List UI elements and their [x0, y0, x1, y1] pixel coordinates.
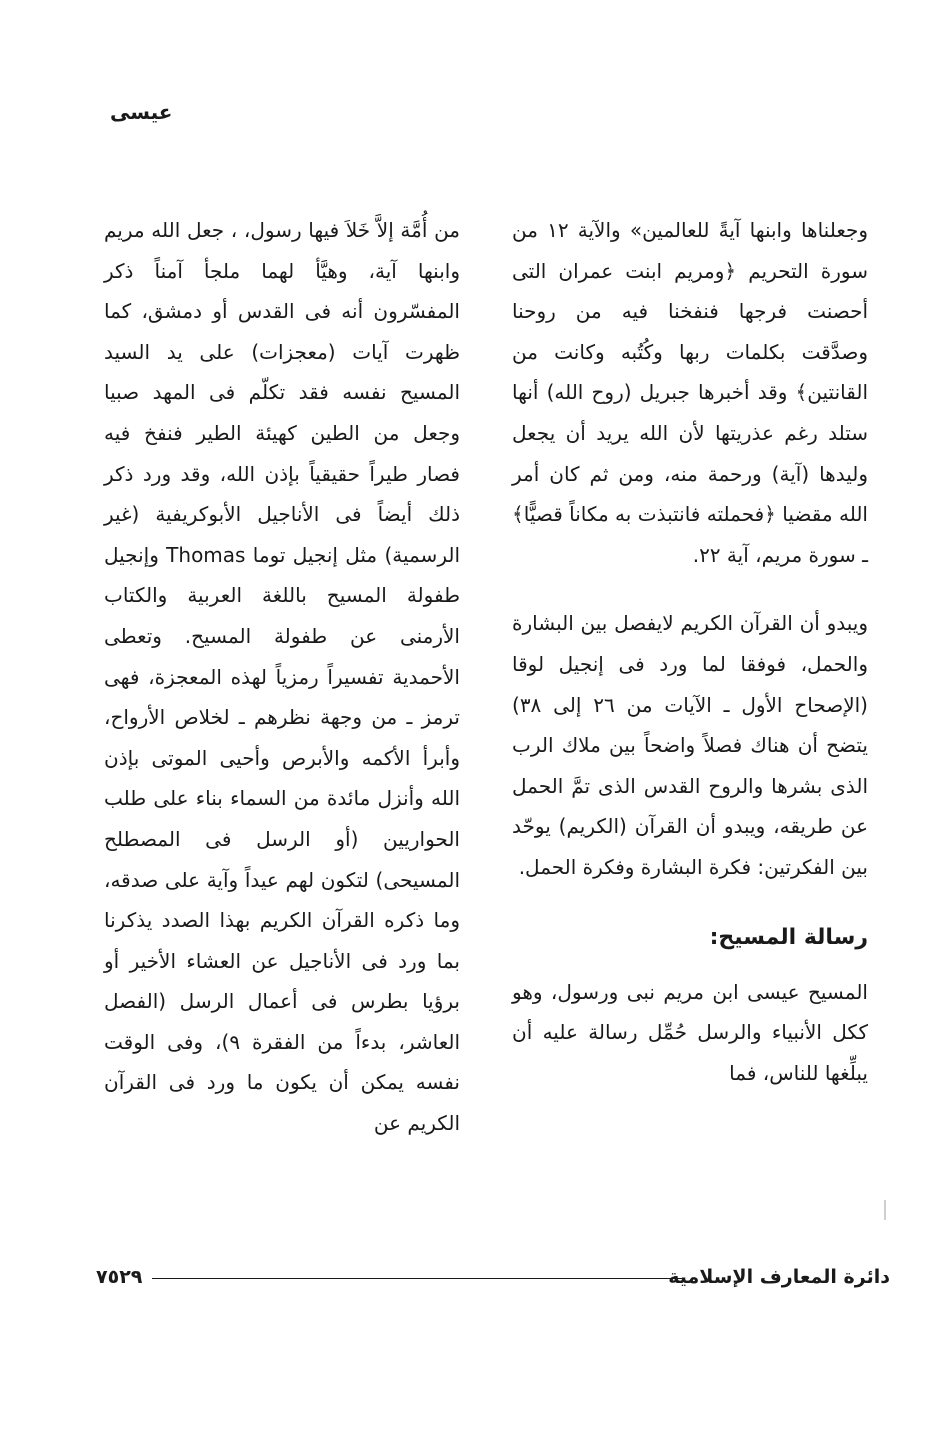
footer-rule: [152, 1278, 682, 1279]
running-head: عيسى: [110, 100, 173, 124]
footer-title: دائرة المعارف الإسلامية: [668, 1266, 890, 1288]
paragraph: من أُمَّة إلاَّ خَلاَ فيها رسول، ، جعل الله مريم وابنها آية، وهيَّأ لهما ملجأ آمناً ذكر المفسّرون أنه فى القدس أو دمشق، كما ظهرت آيات (معجزات) على يد السيد المسيح نفسه فقد تكلّم فى المهد صبيا وجعل من الطين كهيئة الطير فنفخ فيه فصار طيراً حقيقياً بإذن الله، وقد ورد ذكر ذلك أيضاً فى الأناجيل الأبوكريفية (غير الرسمية) مثل إنجيل توما Thomas وإنجيل طفولة المسيح باللغة العربية والكتاب الأرمنى عن طفولة المسيح. وتعطى الأحمدية تفسيراً رمزياً لهذه المعجزة، فهى ترمز ـ من وجهة نظرهم ـ لخلاص الأرواح، وأبرأ الأكمه والأبرص وأحيى الموتى بإذن الله وأنزل مائدة من السماء بناء على طلب الحواريين (أو الرسل فى المصطلح المسيحى) لتكون لهم عيداً وآية على صدقه، وما ذكره القرآن الكريم بهذا الصدد يذكرنا بما ورد فى الأناجيل عن العشاء الأخير أو برؤيا بطرس فى أعمال الرسل (الفصل العاشر، بدءاً من الفقرة ٩)، وفى الوقت نفسه يمكن أن يكون ما ورد فى القرآن الكريم عن: [104, 218, 461, 1136]
paragraph: وجعلناها وابنها آيةً للعالمين» والآية ١٢ من سورة التحريم ﴿ومريم ابنت عمران التى أحصنت فرجها فنفخنا فيه من روحنا وصدَّقت بكلمات ربها وكُتُبه وكانت من القانتين﴾ وقد أخبرها جبريل (روح الله) أنها ستلد رغم عذريتها لأن الله يريد أن يجعل وليدها (آية) ورحمة منه، ومن ثم كان أمر الله مقضيا ﴿فحملته فانتبذت به مكاناً قصيًّا﴾ ـ سورة مريم، آية ٢٢.: [512, 218, 868, 567]
paragraph: ويبدو أن القرآن الكريم لايفصل بين البشارة والحمل، فوفقا لما ورد فى إنجيل لوقا (الإصحاح الأول ـ الآيات من ٢٦ إلى ٣٨) يتضح أن هناك فصلاً واضحاً بين ملاك الرب الذى بشرها والروح القدس الذى تمَّ الحمل عن طريقه، ويبدو أن القرآن (الكريم) يوحّد بين الفكرتين: فكرة البشارة وفكرة الحمل.: [512, 611, 868, 879]
left-column: [104, 210, 460, 1144]
margin-mark: [884, 1200, 886, 1220]
page-footer: [96, 1262, 890, 1292]
section-heading: رسالة المسيح:: [709, 924, 868, 950]
page-number: ٧٥٢٩: [96, 1266, 143, 1288]
right-column: [512, 210, 868, 1093]
paragraph: المسيح عيسى ابن مريم نبى ورسول، وهو ككل الأنبياء والرسل حُمِّل رسالة عليه أن يبلِّغها للناس، فما: [512, 979, 868, 1085]
